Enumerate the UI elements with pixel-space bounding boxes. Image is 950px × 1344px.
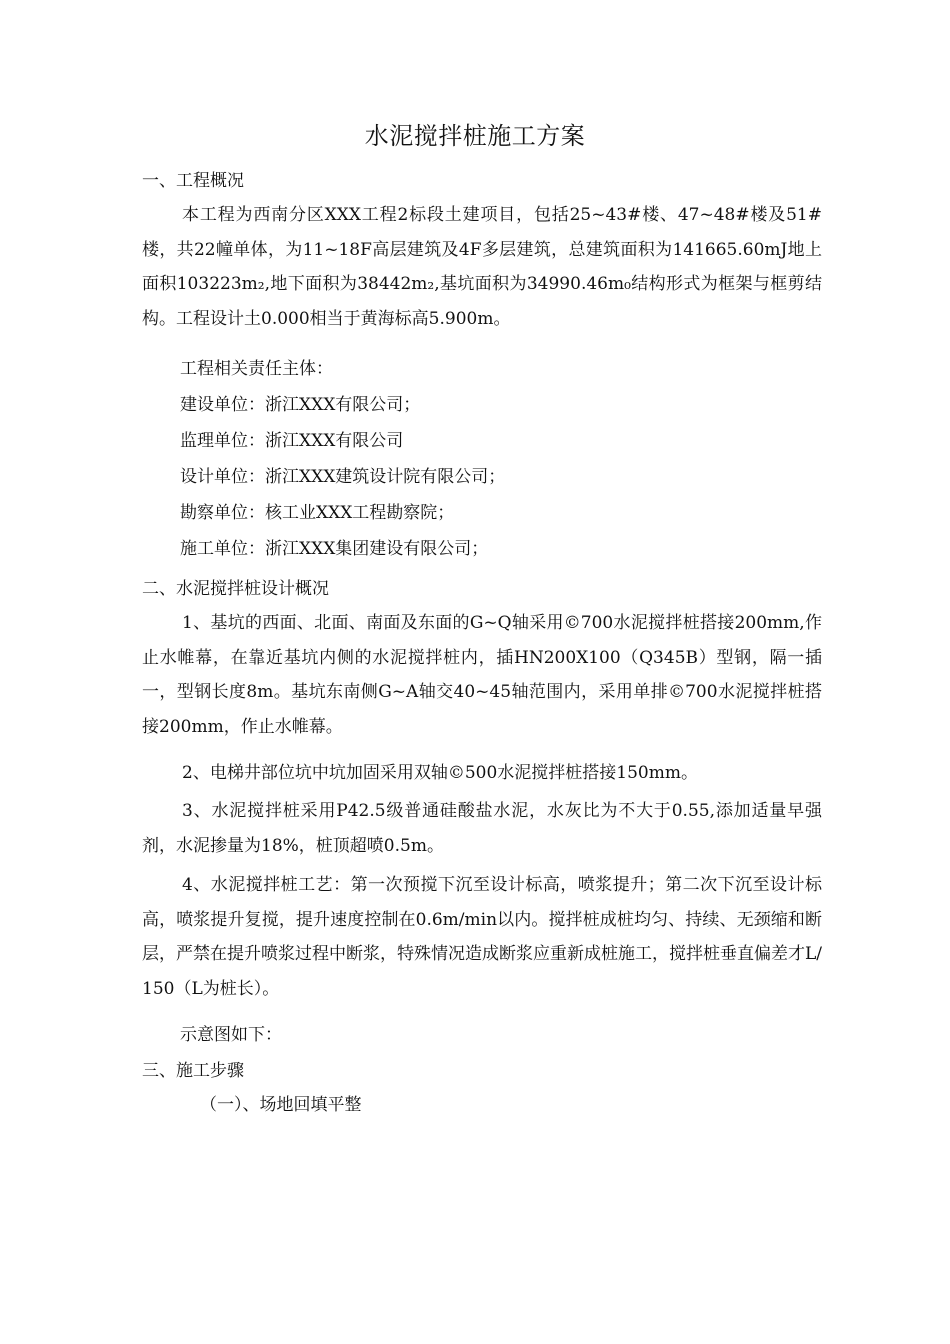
party-supervisor: 监理单位：浙江XXX有限公司 xyxy=(180,431,404,451)
overview-paragraph: 本工程为西南分区XXX工程2标段土建项目，包括25~43#楼、47~48#楼及51#楼，共22幢单体，为11~18F高层建筑及4F多层建筑，总建筑面积为141665.60mJ地上面积103223m₂,地下面积为38442m₂,基坑面积为34990.46m₀结构形式为框架与框剪结构。工程设计土0.000相当于黄海标高5.900m。 xyxy=(142,205,822,329)
diagram-note: 示意图如下： xyxy=(180,1025,282,1045)
design-item-2: 2、电梯井部位坑中坑加固采用双轴©500水泥搅拌桩搭接150mm。 xyxy=(182,763,698,783)
parties-heading: 工程相关责任主体： xyxy=(180,359,333,379)
section-heading-design: 二、水泥搅拌桩设计概况 xyxy=(142,579,329,599)
party-owner: 建设单位：浙江XXX有限公司； xyxy=(180,395,421,415)
party-designer: 设计单位：浙江XXX建筑设计院有限公司； xyxy=(180,467,506,487)
party-contractor: 施工单位：浙江XXX集团建设有限公司； xyxy=(180,539,489,559)
document-title: 水泥搅拌桩施工方案 xyxy=(364,122,586,150)
section-heading-steps: 三、施工步骤 xyxy=(142,1061,244,1081)
design-item-1: 1、基坑的西面、北面、南面及东面的G~Q轴采用©700水泥搅拌桩搭接200mm,作止水帷幕，在靠近基坑内侧的水泥搅拌桩内，插HN200X100（Q345B）型钢，隔一插一，型钢长度8m。基坑东南侧G~A轴交40~45轴范围内，采用单排©700水泥搅拌桩搭接200mm，作止水帷幕。 xyxy=(142,613,822,737)
section-heading-overview: 一、工程概况 xyxy=(142,171,244,191)
step-subheading-1: （一）、场地回填平整 xyxy=(200,1095,362,1115)
design-item-3: 3、水泥搅拌桩采用P42.5级普通硅酸盐水泥，水灰比为不大于0.55,添加适量早强剂，水泥掺量为18%，桩顶超喷0.5m。 xyxy=(142,801,822,856)
party-surveyor: 勘察单位：核工业XXX工程勘察院； xyxy=(180,503,455,523)
design-item-4: 4、水泥搅拌桩工艺：第一次预搅下沉至设计标高，喷浆提升；第二次下沉至设计标高，喷浆提升复搅，提升速度控制在0.6m/min以内。搅拌桩成桩均匀、持续、无颈缩和断层，严禁在提升喷浆过程中断浆，特殊情况造成断浆应重新成桩施工，搅拌桩垂直偏差才L/150（L为桩长）。 xyxy=(142,875,823,999)
